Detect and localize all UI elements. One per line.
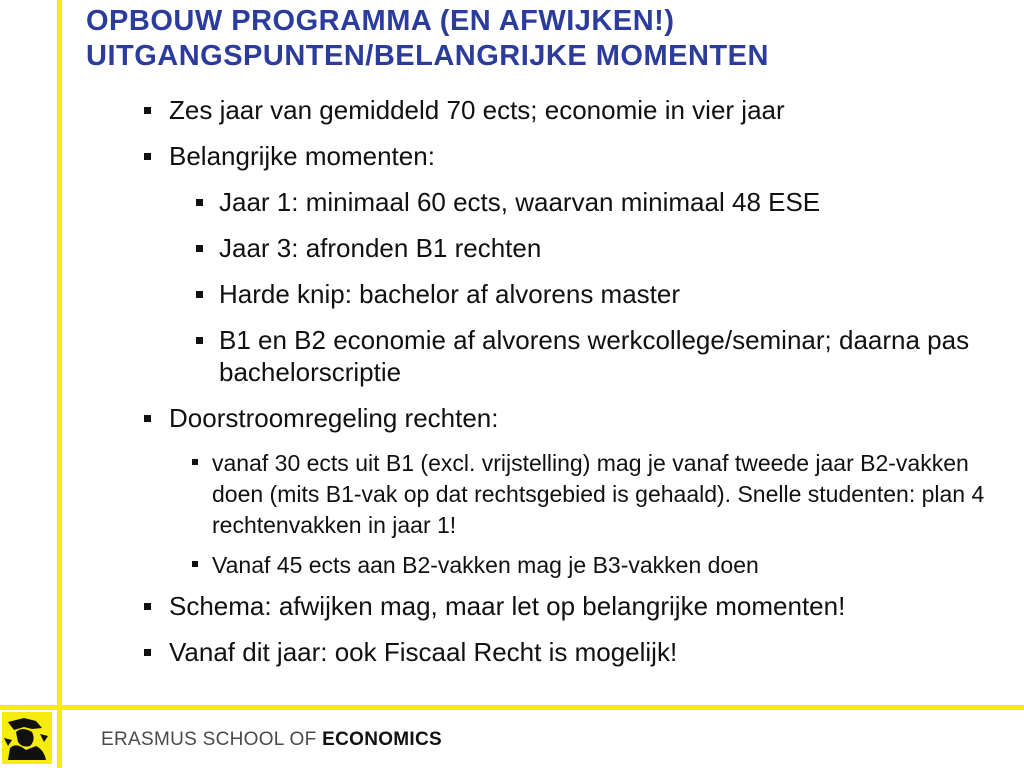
list-item (142, 140, 1002, 172)
bullet-icon (192, 459, 198, 465)
accent-bar-vertical (57, 0, 62, 768)
bullet-icon (144, 153, 151, 160)
list-item-text: Doorstroomregeling rechten: (169, 403, 499, 433)
bullet-icon (196, 337, 203, 344)
list-item (142, 402, 1002, 434)
list-item (142, 324, 1002, 388)
bullet-icon (196, 199, 203, 206)
list-item-text: Jaar 3: afronden B1 rechten (219, 233, 542, 263)
list-item-text: vanaf 30 ects uit B1 (excl. vrijstelling) mag je vanaf tweede jaar B2-vakken doen (mits B1-vak op dat rechtsgebied is gehaald). Snelle studenten: plan 4 rechtenvakken in jaar 1! (212, 450, 985, 538)
list-item (142, 232, 1002, 264)
school-name (101, 729, 442, 751)
title-line-1: OPBOUW PROGRAMMA (EN AFWIJKEN!) (86, 5, 675, 37)
list-item (142, 636, 1002, 668)
erasmus-portrait-icon (2, 712, 52, 764)
bullet-icon (144, 649, 151, 656)
slide-title (86, 4, 1006, 74)
list-item (142, 94, 1002, 126)
bullet-icon (196, 291, 203, 298)
school-name-prefix: ERASMUS SCHOOL OF (101, 729, 323, 750)
list-item-text: Vanaf dit jaar: ook Fiscaal Recht is mogelijk! (169, 637, 678, 667)
school-name-bold: ECONOMICS (322, 729, 442, 750)
list-item-text: Jaar 1: minimaal 60 ects, waarvan minimaal 48 ESE (219, 187, 821, 217)
bullet-icon (144, 107, 151, 114)
list-item-text: B1 en B2 economie af alvorens werkcollege/seminar; daarna pas bachelorscriptie (219, 325, 970, 387)
list-item (142, 448, 1002, 541)
list-item-text: Vanaf 45 ects aan B2-vakken mag je B3-vakken doen (212, 552, 759, 578)
bullet-list (142, 94, 1002, 682)
list-item-text: Schema: afwijken mag, maar let op belangrijke momenten! (169, 591, 846, 621)
list-item-text: Zes jaar van gemiddeld 70 ects; economie in vier jaar (169, 95, 785, 125)
list-item (142, 278, 1002, 310)
title-line-2: UITGANGSPUNTEN/BELANGRIJKE MOMENTEN (86, 40, 769, 72)
list-item (142, 186, 1002, 218)
bullet-icon (144, 415, 151, 422)
accent-bar-horizontal (0, 705, 1024, 710)
list-item-text: Belangrijke momenten: (169, 141, 435, 171)
list-item (142, 590, 1002, 622)
bullet-icon (144, 603, 151, 610)
list-item-text: Harde knip: bachelor af alvorens master (219, 279, 681, 309)
list-item (142, 550, 1002, 581)
bullet-icon (192, 561, 198, 567)
bullet-icon (196, 245, 203, 252)
